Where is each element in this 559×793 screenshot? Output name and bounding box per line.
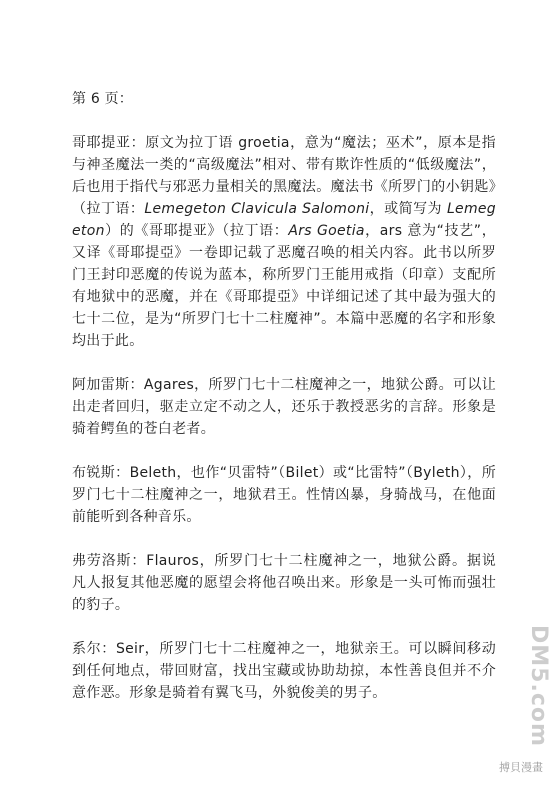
goetia-latin-short: Lemegeton xyxy=(72,201,496,239)
paragraph-seir: 系尔：Seir，所罗门七十二柱魔神之一，地狱亲王。可以瞬间移动到任何地点，带回财富，找出宝藏或协助劫掠，本性善良但并不介意作恶。形象是骑着有翼飞马，外貌俊美的男子。 xyxy=(72,641,496,701)
goetia-text-2: ，或简写为 xyxy=(369,201,447,217)
watermark-caption: 搏貝漫畫 xyxy=(499,761,543,774)
goetia-latin-title: Lemegeton Clavicula Salomoni xyxy=(144,201,370,217)
goetia-text-3: ）的《哥耶提亚》（拉丁语： xyxy=(104,223,289,239)
goetia-text-4: ，ars 意为“技艺”，又译《哥耶提亞》一卷即记载了恶魔召唤的相关内容。此书以所罗门王封印恶魔的传说为蓝本，称所罗门王能用戒指（印章）支配所有地狱中的恶魔，并在《哥耶提亞》中详细记述了其中最为强大的七十二位，是为“所罗门七十二柱魔神”。本篇中恶魔的名字和形象均出于此。 xyxy=(72,223,497,349)
paragraph-goetia xyxy=(72,132,496,352)
page-content xyxy=(72,88,496,726)
goetia-text-1: 哥耶提亚：原文为拉丁语 groetia，意为“魔法；巫术”，原本是指与神圣魔法一类的“高级魔法”相对、带有欺诈性质的“低级魔法”，后也用于指代与邪恶力量相关的黑魔法。魔法书《所罗门的小钥匙》（拉丁语： xyxy=(72,135,496,217)
goetia-ars-goetia: Ars Goetia xyxy=(288,223,365,239)
paragraph-agares: 阿加雷斯：Agares，所罗门七十二柱魔神之一，地狱公爵。可以让出走者回归，驱走立定不动之人，还乐于教授恶劣的言辞。形象是骑着鳄鱼的苍白老者。 xyxy=(72,377,496,437)
page-number-heading: 第 6 页： xyxy=(72,91,134,107)
paragraph-flauros: 弗劳洛斯：Flauros，所罗门七十二柱魔神之一，地狱公爵。据说凡人报复其他恶魔的愿望会将他召唤出来。形象是一头可怖而强壮的豹子。 xyxy=(72,553,496,613)
paragraph-beleth: 布锐斯：Beleth，也作“贝雷特”（Bilet）或“比雷特”（Byleth），所罗门七十二柱魔神之一，地狱君王。性情凶暴，身骑战马，在他面前能听到各种音乐。 xyxy=(72,465,496,525)
watermark-logo: DM5.com xyxy=(526,625,551,747)
site-watermark xyxy=(499,625,551,775)
